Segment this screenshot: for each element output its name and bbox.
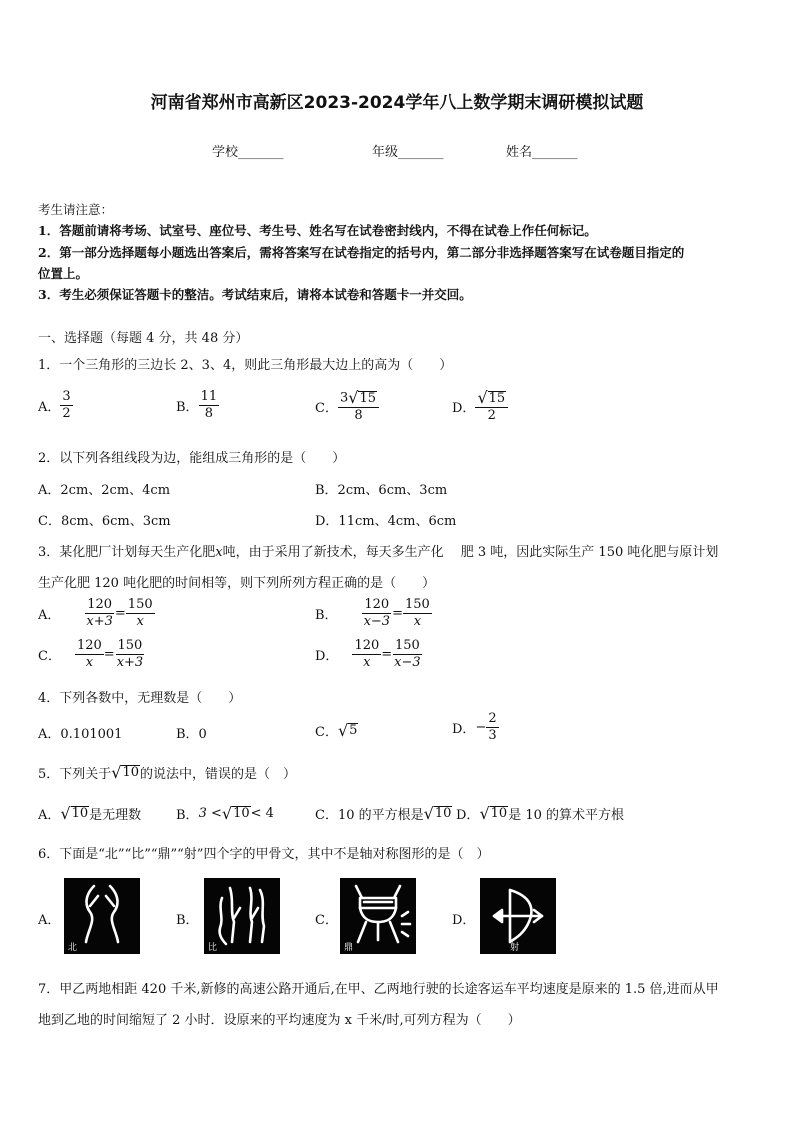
notice-item-3: 3．考生必须保证答题卡的整洁。考试结束后，请将本试卷和答题卡一并交回。 — [38, 287, 472, 302]
q6-option-d-label: D． — [452, 913, 476, 928]
denominator: x+3 — [86, 613, 113, 629]
q6-option-c-label: C． — [315, 913, 338, 928]
numerator — [338, 390, 379, 408]
denominator: x — [363, 654, 371, 670]
sqrt — [337, 720, 358, 740]
equals-sign: = — [381, 646, 393, 662]
denominator: x — [413, 613, 422, 629]
q3-variable: x — [215, 545, 223, 560]
numerator: 3 — [62, 389, 71, 404]
q1-option-a — [38, 390, 73, 420]
q5-stem-part2: 的说法中，错误的是（ ） — [140, 767, 297, 782]
fraction — [338, 390, 379, 423]
oracle-caption: 鼎 — [344, 943, 354, 953]
q4-stem: 4．下列各数中，无理数是（ ） — [38, 691, 242, 706]
q6-option-b-label: B． — [176, 913, 199, 928]
q4-option-a: A．0.101001 — [38, 727, 123, 742]
fraction-right — [115, 639, 146, 669]
radicand: 10 — [122, 765, 140, 781]
oracle-ding-image — [340, 878, 416, 954]
q4-option-c — [315, 721, 358, 740]
q7-line1: 7．甲乙两地相距 420 千米,新修的高速公路开通后,在甲、乙两地行驶的长途客运车平均速度是原来的 1.5 倍,进而从甲 — [38, 982, 719, 997]
option-label: D． — [315, 648, 339, 664]
equals-sign: = — [103, 646, 115, 662]
oracle-ding-glyph — [340, 878, 416, 954]
q6-option-a-label: A． — [38, 913, 61, 928]
numerator: 150 — [117, 638, 143, 653]
numerator: 120 — [76, 638, 102, 653]
fraction — [60, 390, 72, 420]
option-label: C． — [315, 400, 338, 416]
q3-option-c — [38, 639, 145, 669]
option-label: C． — [38, 648, 61, 664]
numerator: 120 — [364, 597, 390, 612]
q1-stem: 1．一个三角形的三边长 2、3、4，则此三角形最大边上的高为（ ） — [38, 358, 453, 373]
section-heading: 一、选择题（每题 4 分，共 48 分） — [38, 331, 249, 346]
radicand: 5 — [349, 723, 358, 739]
oracle-caption: 射 — [510, 943, 520, 953]
sqrt — [221, 803, 251, 823]
q3-stem-line2: 生产化肥 120 吨化肥的时间相等，则下列所列方程正确的是（ ） — [38, 576, 436, 591]
q2-stem: 2．以下列各组线段为边，能组成三角形的是（ ） — [38, 451, 346, 466]
radicand: 10 — [434, 806, 452, 822]
numerator — [475, 390, 508, 408]
option-label: D． — [456, 808, 480, 823]
denominator: x−3 — [363, 613, 391, 629]
q6-stem: 6．下面是“北”“比”“鼎”“射”四个字的甲骨文，其中不是轴对称图形的是（ ） — [38, 847, 490, 862]
notice-item-2-cont: 位置上。 — [38, 266, 89, 281]
q2-option-b: B．2cm、6cm、3cm — [315, 483, 448, 498]
q1-option-d — [452, 390, 508, 423]
q5-option-a — [38, 804, 141, 823]
sqrt — [423, 803, 453, 823]
fraction-right — [126, 598, 155, 628]
denominator: 8 — [354, 408, 363, 423]
sqrt — [348, 390, 377, 406]
numerator: 150 — [395, 638, 420, 653]
sqrt — [111, 762, 140, 782]
q3-stem-part2: 吨，由于采用了新技术，每天多生产化 肥 3 吨，因此实际生产 150 吨化肥与原计划 — [222, 545, 719, 560]
q3-stem-part1: 3．某化肥厂计划每天生产化肥 — [38, 545, 216, 560]
option-label: B． — [176, 808, 199, 823]
q4-option-b: B．0 — [176, 727, 207, 742]
q5-stem — [38, 763, 296, 782]
oracle-bi-glyph — [204, 878, 280, 954]
fraction — [475, 390, 508, 423]
radical-sign: √ — [111, 762, 122, 782]
notice-heading: 考生请注意： — [38, 202, 114, 217]
oracle-she-image — [480, 878, 556, 954]
q5-option-c — [315, 804, 452, 823]
denominator: x — [85, 654, 94, 670]
option-text: 是 10 的算术平方根 — [508, 808, 624, 823]
option-label: D． — [452, 721, 476, 737]
option-label: C． — [315, 725, 338, 740]
radical-sign: √ — [337, 720, 349, 740]
oracle-bei-glyph — [64, 878, 140, 954]
radical-sign: √ — [221, 803, 233, 823]
q2-option-a: A．2cm、2cm、4cm — [38, 483, 171, 498]
oracle-caption: 北 — [68, 943, 78, 953]
denominator: x — [136, 613, 144, 629]
option-text: 10 的平方根是 — [337, 808, 424, 823]
option-label: A． — [38, 399, 61, 415]
numerator: 150 — [404, 597, 430, 612]
denominator: 3 — [488, 727, 497, 743]
sqrt — [60, 803, 89, 823]
fraction-right — [392, 639, 423, 669]
numerator: 2 — [488, 711, 497, 726]
numerator: 120 — [87, 597, 113, 612]
radical-sign: √ — [348, 388, 359, 407]
q3-stem-line1 — [38, 541, 718, 560]
denominator: 2 — [487, 408, 496, 423]
radical-sign: √ — [479, 803, 490, 823]
q3-option-b — [315, 598, 432, 628]
option-label: A． — [38, 607, 61, 623]
minus-sign: − — [475, 719, 487, 735]
radicand: 10 — [490, 806, 508, 822]
fraction-left — [362, 598, 393, 628]
denominator: 8 — [204, 405, 213, 421]
option-label: D． — [452, 400, 476, 416]
grade-field: 年级_______ — [372, 145, 444, 160]
option-text: 是无理数 — [89, 808, 142, 823]
q1-option-c — [315, 390, 379, 423]
radicand: 15 — [488, 390, 506, 406]
denominator: x+3 — [116, 654, 144, 670]
fraction-left — [84, 598, 115, 628]
oracle-bei-image — [64, 878, 140, 954]
q4-option-d — [452, 712, 499, 742]
oracle-she-glyph — [480, 878, 556, 954]
oracle-caption: 比 — [208, 943, 218, 953]
notice-item-1: 1．答题前请将考场、试室号、座位号、考生号、姓名写在试卷密封线内，不得在试卷上作任何标记。 — [38, 223, 597, 238]
q2-option-c: C．8cm、6cm、3cm — [38, 514, 171, 529]
fraction-right — [403, 598, 432, 628]
sqrt — [477, 390, 506, 406]
numerator: 120 — [354, 638, 380, 653]
q5-option-b — [176, 804, 274, 823]
numerator: 11 — [200, 389, 218, 404]
denominator: x−3 — [394, 654, 421, 670]
radical-sign: √ — [423, 803, 434, 823]
option-label: A． — [38, 808, 61, 823]
q5-stem-part1: 5．下列关于 — [38, 767, 112, 782]
name-field: 姓名_______ — [506, 145, 578, 160]
radical-sign: √ — [477, 388, 488, 407]
q5-option-d — [456, 804, 624, 823]
numerator: 150 — [127, 597, 153, 612]
q2-option-d: D．11cm、4cm、6cm — [315, 514, 457, 529]
equals-sign: = — [392, 605, 403, 621]
denominator: 2 — [62, 405, 71, 421]
page-title: 河南省郑州市高新区2023-2024学年八上数学期末调研模拟试题 — [150, 93, 644, 113]
fraction-left — [352, 639, 381, 669]
radicand: 10 — [71, 806, 89, 822]
fraction — [486, 712, 498, 742]
q3-option-d — [315, 639, 423, 669]
fraction-left — [75, 639, 104, 669]
option-label: B． — [176, 399, 199, 415]
equals-sign: = — [114, 605, 126, 621]
sqrt — [479, 803, 508, 823]
radical-sign: √ — [60, 803, 71, 823]
school-field: 学校_______ — [212, 145, 284, 160]
q1-option-b — [176, 390, 219, 420]
inequality-left: 3 < — [198, 806, 222, 821]
radicand: 10 — [233, 806, 250, 822]
notice-item-2: 2．第一部分选择题每小题选出答案后，需将答案写在试卷指定的括号内，第二部分非选择题答案写在试卷题目指定的 — [38, 245, 685, 260]
q7-line2: 地到乙地的时间缩短了 2 小时．设原来的平均速度为 x 千米/时,可列方程为（ ） — [38, 1013, 521, 1028]
option-label: C． — [315, 808, 338, 823]
fraction — [199, 390, 220, 420]
coefficient: 3 — [339, 390, 349, 406]
option-label: B． — [315, 607, 338, 623]
radicand: 15 — [359, 390, 376, 406]
inequality-right: < 4 — [250, 806, 274, 821]
q3-option-a — [38, 598, 155, 628]
oracle-bi-image — [204, 878, 280, 954]
